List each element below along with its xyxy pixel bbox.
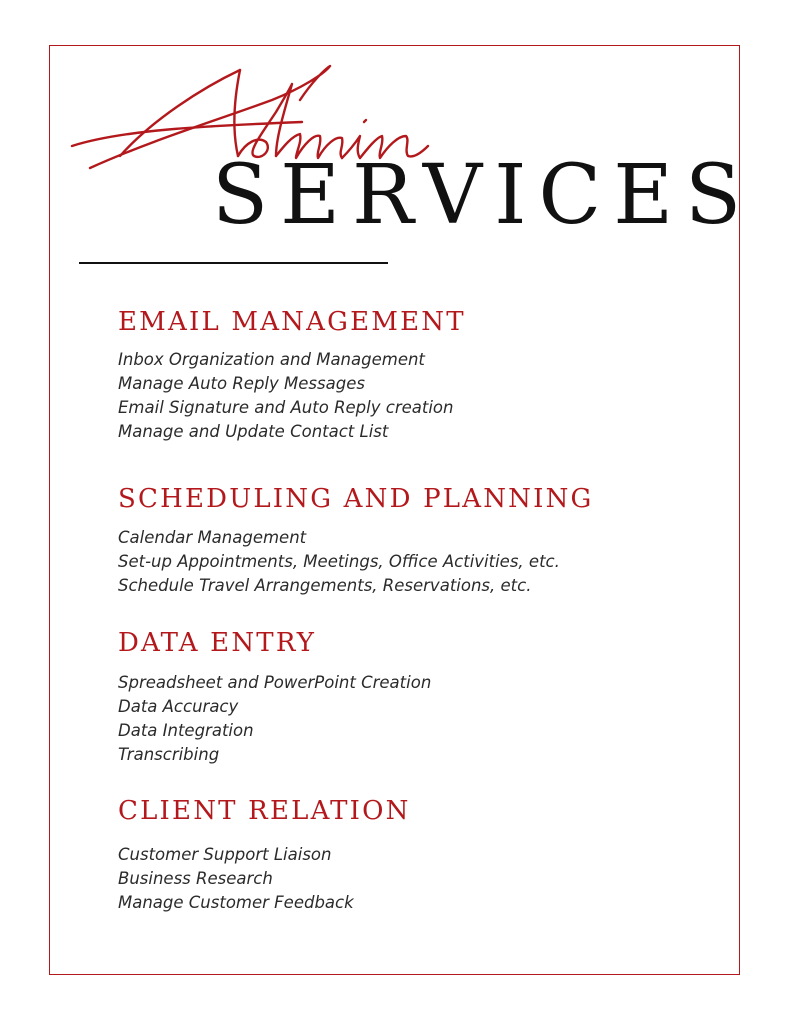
section-scheduling-and-planning xyxy=(118,484,594,598)
service-list xyxy=(118,348,466,444)
section-heading: EMAIL MANAGEMENT xyxy=(118,307,466,337)
list-item: Set-up Appointments, Meetings, Office Activities, etc. xyxy=(118,552,560,572)
service-list xyxy=(118,671,431,767)
section-heading: CLIENT RELATION xyxy=(118,796,411,826)
list-item: Manage Customer Feedback xyxy=(118,893,354,913)
list-item: Manage and Update Contact List xyxy=(118,422,389,442)
section-heading: SCHEDULING AND PLANNING xyxy=(118,484,594,514)
list-item: Spreadsheet and PowerPoint Creation xyxy=(118,673,432,693)
list-item: Transcribing xyxy=(118,745,220,765)
list-item: Email Signature and Auto Reply creation xyxy=(118,398,454,418)
list-item: Data Integration xyxy=(118,721,254,741)
section-email-management xyxy=(118,307,466,444)
service-list xyxy=(118,526,594,598)
list-item: Calendar Management xyxy=(118,528,307,548)
section-client-relation xyxy=(118,796,411,915)
list-item: Inbox Organization and Management xyxy=(118,350,425,370)
list-item: Manage Auto Reply Messages xyxy=(118,374,365,394)
list-item: Data Accuracy xyxy=(118,697,239,717)
section-data-entry xyxy=(118,628,431,767)
section-heading: DATA ENTRY xyxy=(118,628,317,658)
list-item: Schedule Travel Arrangements, Reservations, etc. xyxy=(118,576,532,596)
page-title: SERVICES xyxy=(212,148,754,243)
list-item: Customer Support Liaison xyxy=(118,845,332,865)
list-item: Business Research xyxy=(118,869,273,889)
service-list xyxy=(118,843,411,915)
title-underline xyxy=(79,262,388,264)
